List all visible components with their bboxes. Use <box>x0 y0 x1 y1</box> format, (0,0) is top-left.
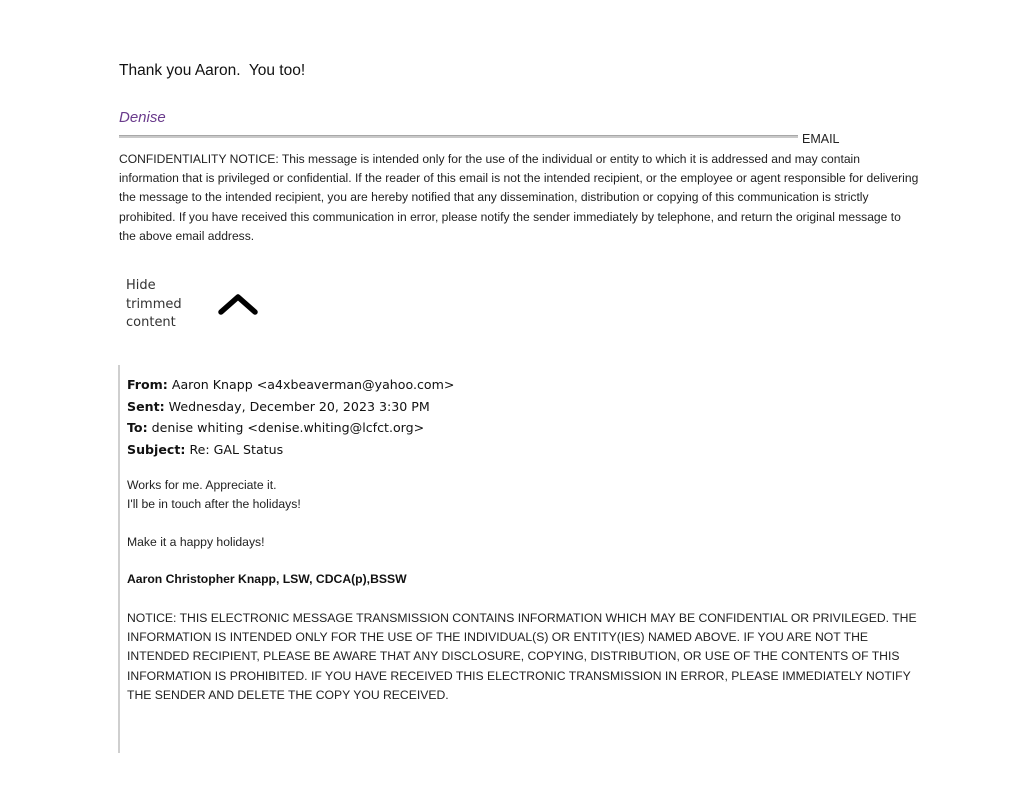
hide-trimmed-line: trimmed <box>126 296 182 312</box>
subject-value: Re: GAL Status <box>189 441 284 457</box>
legal-notice: NOTICE: THIS ELECTRONIC MESSAGE TRANSMISSION CONTAINS INFORMATION WHICH MAY BE CONFIDENTIAL OR PRIVILEGED. THE INFORMATION IS INTENDED ONLY FOR THE USE OF THE INDIVIDUAL(S) OR ENTITY(IES) NAMED ABOVE. IF YOU ARE NOT THE INTENDED RECIPIENT, PLEASE BE AWARE THAT ANY DISCLOSURE, COPYING, DISTRIBUTION, OR USE OF THE CONTENTS OF THIS INFORMATION IS PROHIBITED. IF YOU HAVE RECEIVED THIS ELECTRONIC TRANSMISSION IN ERROR, PLEASE IMMEDIATELY NOTIFY THE SENDER AND DELETE THE COPY YOU RECEIVED. <box>127 611 917 702</box>
from-row <box>127 374 454 396</box>
body-line: Works for me. Appreciate it. <box>127 478 277 492</box>
to-label: To: <box>127 420 148 435</box>
reply-message: Thank you Aaron. You too! <box>119 62 306 79</box>
signature-divider <box>119 135 798 138</box>
sender-signature: Aaron Christopher Knapp, LSW, CDCA(p),BSSW <box>127 572 407 586</box>
to-value: denise whiting <denise.whiting@lcfct.org> <box>151 420 425 435</box>
from-value: Aaron Knapp <a4xbeaverman@yahoo.com> <box>171 377 455 392</box>
hide-trimmed-content-link[interactable] <box>126 277 196 333</box>
quoted-header <box>127 374 454 460</box>
from-label: From: <box>127 377 168 392</box>
signature-email-label: EMAIL <box>802 132 840 146</box>
confidentiality-notice: CONFIDENTIALITY NOTICE: This message is intended only for the use of the individual or entity to which it is addressed and may contain information that is privileged or confidential. If the reader of this email is not the intended recipient, or the employee or agent responsible for delivering the message to the intended recipient, you are hereby notified that any dissemination, distribution or copying of this communication is strictly prohibited. If you have received this communication in error, please notify the sender immediately by telephone, and return the original message to the above email address. <box>119 152 919 243</box>
hide-trimmed-line: Hide <box>126 278 156 293</box>
sent-label: Sent: <box>127 398 165 414</box>
subject-label: Subject: <box>127 441 186 457</box>
body-line: Make it a happy holidays! <box>127 535 265 549</box>
hide-trimmed-line: content <box>126 315 176 330</box>
sent-value: Wednesday, December 20, 2023 3:30 PM <box>168 398 430 414</box>
signature-name: Denise <box>119 109 166 126</box>
chevron-up-icon[interactable] <box>216 290 260 316</box>
body-line: I'll be in touch after the holidays! <box>127 497 301 511</box>
subject-row <box>127 439 454 461</box>
to-row <box>127 417 454 439</box>
quoted-message-bar <box>118 365 120 753</box>
sent-row <box>127 396 454 418</box>
